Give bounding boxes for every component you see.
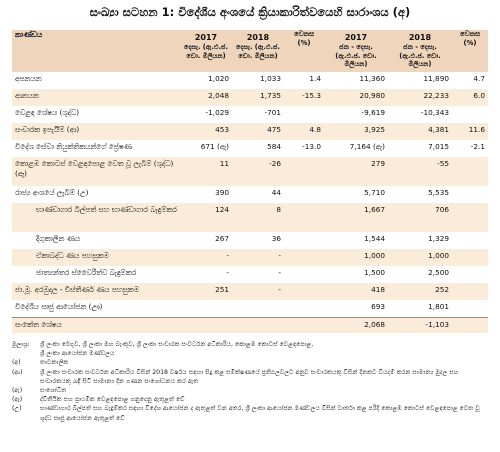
- footnote-mark: (ඈ): [12, 396, 23, 404]
- footnote-text: සංශෝධිත: [40, 387, 67, 395]
- row-value: -2.1: [470, 141, 485, 151]
- footnote-mark: (ඇ): [12, 387, 23, 395]
- row-value: [452, 106, 488, 123]
- row-value: [452, 266, 488, 283]
- row-value: [232, 317, 284, 333]
- summary-table: [12, 30, 488, 333]
- row-value: [452, 203, 488, 232]
- row-value: 2,068: [324, 317, 388, 333]
- footnote: [12, 368, 488, 386]
- row-value: 252: [388, 283, 452, 300]
- row-value: -10,343: [420, 107, 449, 117]
- row-value: [452, 283, 488, 300]
- row-value: -: [226, 267, 229, 277]
- row-value: -9,619: [361, 107, 385, 117]
- row-value: -: [232, 249, 284, 266]
- header-change: වෙනස (%): [284, 30, 324, 72]
- row-value: 418: [324, 283, 388, 300]
- row-value: -15.3: [284, 89, 324, 106]
- row-value: [452, 317, 488, 333]
- row-value: [452, 300, 488, 318]
- header-year: 2017: [180, 30, 232, 43]
- row-value: 5,535: [428, 187, 449, 197]
- row-value: 3,925: [324, 123, 388, 140]
- row-value: 36: [271, 233, 281, 243]
- row-value: 1,801: [388, 300, 452, 318]
- footnote-mark: (ආ): [12, 368, 23, 376]
- row-value: 1,544: [364, 233, 385, 243]
- row-value: 1,735: [232, 89, 284, 106]
- row-value: -55: [388, 157, 452, 186]
- row-value: 693: [324, 300, 388, 318]
- row-label: ජාත්‍යන්තර ස්වෛරීත්ව බැඳුම්කර: [36, 267, 137, 277]
- row-label: විදේශීය සෘජු ආයෝජන (ඌ): [12, 300, 180, 318]
- table-row: [12, 249, 488, 266]
- table-notes: [12, 340, 488, 423]
- row-value: 6.0: [452, 89, 488, 106]
- row-value: 279: [324, 157, 388, 186]
- row-value: [284, 317, 324, 333]
- row-value: 671 (ඇ): [200, 141, 229, 151]
- row-value: [452, 232, 488, 249]
- row-value: 4.7: [473, 73, 485, 83]
- footnote: [12, 404, 488, 422]
- table-row: [12, 232, 488, 249]
- row-value: 2,048: [180, 89, 232, 106]
- row-value: 251: [180, 283, 232, 300]
- row-value: [284, 157, 324, 186]
- row-value: 267: [215, 233, 229, 243]
- row-value: [180, 300, 232, 318]
- row-value: [284, 283, 324, 300]
- row-value: 1,033: [260, 73, 281, 83]
- table-row: [12, 123, 488, 140]
- table-row: [12, 106, 488, 123]
- table-row: [12, 72, 488, 89]
- table-row: [12, 186, 488, 203]
- header-unit: ජන - දෙසැ. (ඇ.එ.ජ. ඩො. මිලියන): [388, 43, 452, 72]
- footnote-text: භාණ්ඩාගාර බිල්පත් සහ බැඳුම්කර සඳහා විදේශ ආයෝජන ද ඇතුළත් වන අතර, ශ්‍රී ලංකා ආයෝජන මණ්ඩලය විසින් වාර්තා කළ පරිදි කොළඹ කොටස් වෙළඳපොළ වෙත වූ ශුද්ධ සෘජු ආයෝජන ඇතුළත් වේ: [40, 405, 480, 422]
- row-value: 2,500: [428, 267, 449, 277]
- row-value: 1,000: [388, 249, 452, 266]
- row-value: [284, 203, 324, 232]
- row-label: වෙළඳ ශේෂය (ශුද්ධ): [15, 107, 80, 117]
- row-value: 1,667: [324, 203, 388, 232]
- row-value: [284, 249, 324, 266]
- row-value: [284, 232, 324, 249]
- footnote-text: ශ්‍රී ලංකා සංචාරක සංවර්ධන අධිකාරිය විසින් 2018 වර්ෂය සඳහා සිදු කළ සමීක්ෂණයේ ප්‍රතිඵලවලට අනුව සංචාරකයකු විසින් දිනකට වියදම් කරන සාමාන්‍ය මුදල සහ සංචාරකයකු රැඳී සිටි සාමාන්‍ය දින ගණන සංශෝධනය කර ඇත: [40, 368, 459, 385]
- row-value: -13.0: [302, 141, 321, 151]
- row-value: 22,233: [388, 89, 452, 106]
- row-label: දිගුකාලීන ණය: [36, 233, 81, 243]
- table-title: සංඛ්‍යා සටහන 1: විදේශීය අංශයේ ක්‍රියාකාරිත්වයෙහි සාරාංශය (අ): [89, 5, 411, 19]
- row-value: 584: [267, 141, 281, 151]
- table-row: [12, 157, 488, 186]
- row-value: 4.8: [284, 123, 324, 140]
- row-value: -701: [264, 107, 281, 117]
- row-label: රාජ්‍ය අංශයේ ලැබීම් (උ): [15, 187, 89, 197]
- footnote-text: තාවකාලික: [40, 359, 69, 367]
- row-label: ජා.මූ. අරමුදල - විස්තීර්ණ ණය පහසුකම: [12, 283, 180, 300]
- row-value: -: [180, 249, 232, 266]
- sources-note-cont: [12, 349, 488, 358]
- footnote-mark: (උ): [12, 405, 22, 413]
- sources-label: මූලාශ්‍ර:: [12, 341, 30, 348]
- sources-note: [12, 340, 488, 349]
- row-label: භාණ්ඩාගාර බිල්පත් සහ භාණ්ඩාගාර බැඳුම්කර: [12, 203, 180, 232]
- row-value: 7,015: [428, 141, 449, 151]
- row-label: කොළඹ කොටස් වෙළඳපොළ වෙත වූ ලැබීම් (ශුද්ධ) (ඈ): [12, 157, 180, 186]
- row-value: -: [232, 283, 284, 300]
- table-row: [12, 317, 488, 333]
- row-value: -: [278, 267, 281, 277]
- row-value: 4,381: [388, 123, 452, 140]
- table-row: [12, 283, 488, 300]
- header-year: 2018: [388, 30, 452, 43]
- row-value: 390: [215, 187, 229, 197]
- row-value: 1,020: [208, 73, 229, 83]
- footnote: [12, 386, 488, 395]
- table-row: [12, 300, 488, 318]
- table-row: [12, 89, 488, 106]
- header-change: වෙනස (%): [452, 30, 488, 72]
- row-value: 1.4: [309, 73, 321, 83]
- row-value: -26: [232, 157, 284, 186]
- row-value: [232, 300, 284, 318]
- table-row: [12, 266, 488, 283]
- row-label: සංකේත ශේෂය: [12, 317, 180, 333]
- sources-text: ශ්‍රී ලංකා රේගුව, ශ්‍රී ලංකා මහ බැංකුව, ශ්‍රී ලංකා සංචාරක සංවර්ධන අධිකාරිය, කොළඹ කොටස් වෙළඳපොළ,: [40, 341, 314, 348]
- row-value: 5,710: [364, 187, 385, 197]
- header-unit: ජන - දෙසැ. (ඇ.එ.ජ. ඩො. මිලියන): [324, 43, 388, 72]
- header-year: 2017: [324, 30, 388, 43]
- header-unit: දෙසැ. (ඇ.එ.ජ. ඩො. මිලියන): [180, 43, 232, 72]
- header-unit: දෙසැ. (ඇ.එ.ජ. ඩො. මිලියන): [232, 43, 284, 72]
- row-value: [452, 186, 488, 203]
- row-value: 8: [232, 203, 284, 232]
- footnote-text: ද්විතීයික සහ ප්‍රාථමික වෙළඳපොළ ගනුදෙනු ඇතුළත් වේ: [40, 396, 185, 404]
- footnote: [12, 358, 488, 367]
- row-value: -1,103: [388, 317, 452, 333]
- row-value: [284, 300, 324, 318]
- row-label: අපනයන: [15, 73, 42, 83]
- row-value: [284, 266, 324, 283]
- row-value: 1,000: [324, 249, 388, 266]
- sources-text: ශ්‍රී ලංකා ආයෝජන මණ්ඩලය: [40, 350, 115, 358]
- row-value: 124: [180, 203, 232, 232]
- row-value: 706: [388, 203, 452, 232]
- footnote: [12, 395, 488, 404]
- footnote-mark: (අ): [12, 359, 21, 367]
- row-value: [452, 249, 488, 266]
- row-value: 11.6: [452, 123, 488, 140]
- table-row: [12, 203, 488, 232]
- row-value: 453: [180, 123, 232, 140]
- row-value: 1,329: [428, 233, 449, 243]
- row-value: [452, 157, 488, 186]
- row-value: [284, 186, 324, 203]
- row-value: 11,890: [423, 73, 449, 83]
- table-row: [12, 140, 488, 157]
- row-value: 1,500: [364, 267, 385, 277]
- row-value: -1,029: [205, 107, 229, 117]
- header-year: 2018: [232, 30, 284, 43]
- row-value: 11: [180, 157, 232, 186]
- row-value: [284, 106, 324, 123]
- row-value: 20,980: [324, 89, 388, 106]
- row-label: ආනයන: [12, 89, 180, 106]
- row-value: 475: [232, 123, 284, 140]
- row-label: ඒකාබද්ධ ණය පහසුකම: [12, 249, 180, 266]
- header-category: කාණ්ඩය: [12, 30, 180, 72]
- row-value: [180, 317, 232, 333]
- row-label: විදේශ සේවා නියුක්තිකයන්ගේ ප්‍රේෂණ: [15, 141, 132, 151]
- row-label: සංචාරක ඉපැයීම් (ආ): [12, 123, 180, 140]
- table-header-row: [12, 30, 488, 43]
- row-value: 7,164 (ඇ): [349, 141, 385, 151]
- row-value: 44: [271, 187, 281, 197]
- row-value: 11,360: [359, 73, 385, 83]
